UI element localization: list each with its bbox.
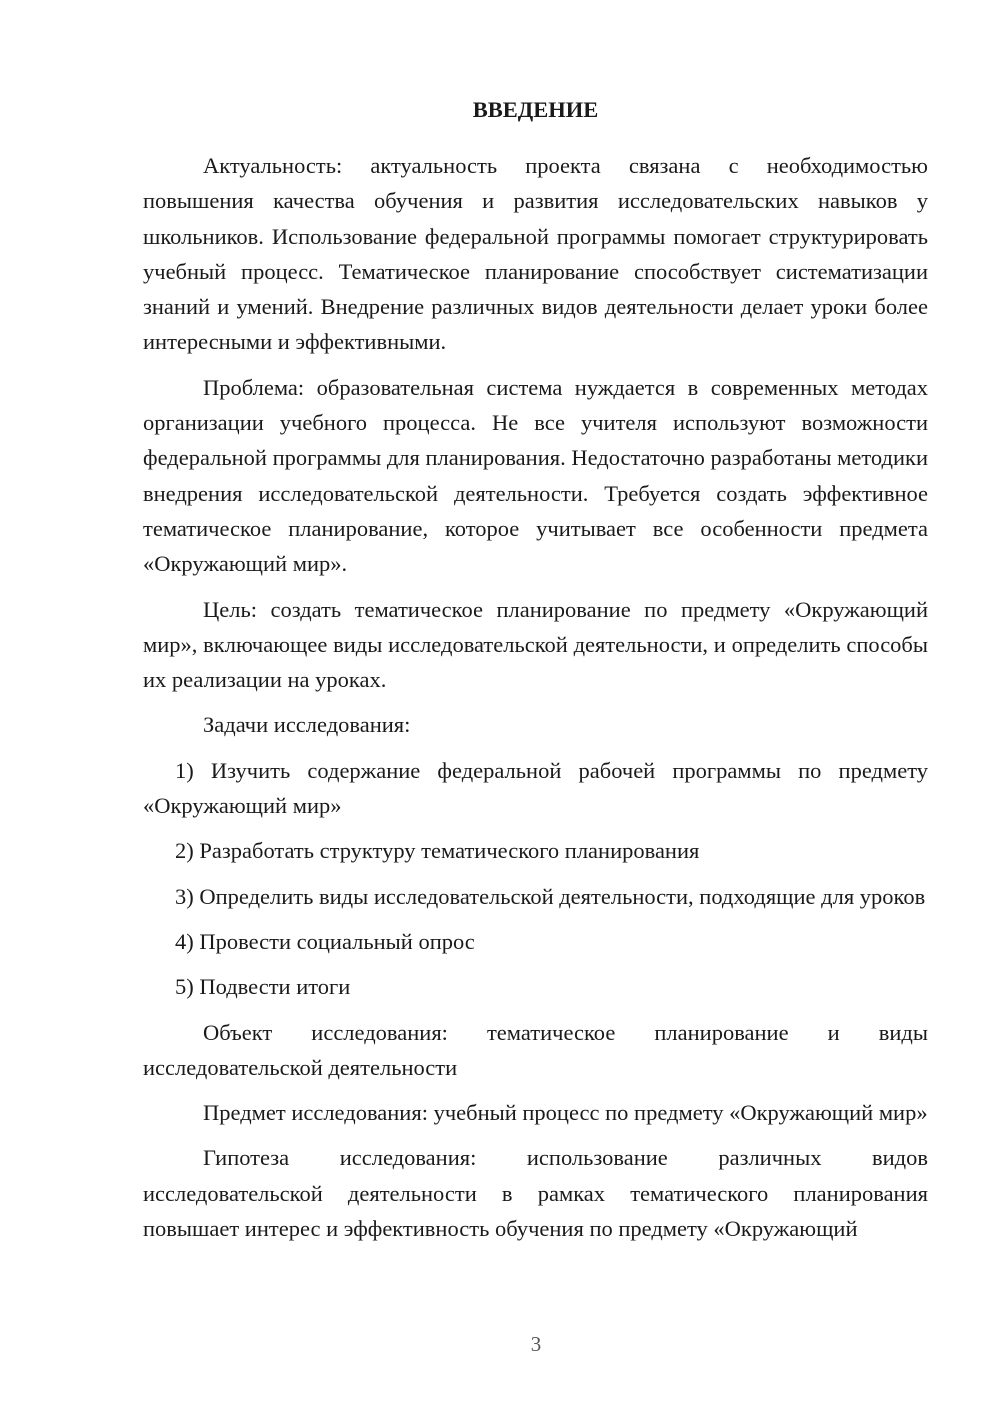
task-item: 1) Изучить содержание федеральной рабочей программы по предмету «Окружающий мир»	[143, 757, 928, 819]
task-item: 4) Провести социальный опрос	[175, 928, 475, 954]
goal-paragraph: Цель: создать тематическое планирование по предмету «Окружающий мир», включающее виды исследовательской деятельности, и определить способы их реализации на уроках.	[143, 596, 928, 693]
tasks-heading: Задачи исследования:	[203, 712, 411, 738]
subject-paragraph: Предмет исследования: учебный процесс по предмету «Окружающий мир»	[203, 1100, 928, 1126]
object-paragraph: Объект исследования: тематическое планирование и виды исследовательской деятельности	[143, 1019, 928, 1080]
document-page	[143, 92, 928, 1256]
page-number: 3	[530, 1332, 542, 1356]
problem-paragraph: Проблема: образовательная система нуждается в современных методах организации учебного процесса. Не все учителя используют возможности федеральной программы для планирования. Недостаточно разработаны методики внедрения исследовательской деятельности. Требуется создать эффективное тематическое планирование, которое учитывает все особенности предмета «Окружающий мир».	[143, 374, 928, 577]
relevance-paragraph: Актуальность: актуальность проекта связана с необходимостью повышения качества обучения и развития исследовательских навыков у школьников. Использование федеральной программы помогает структурировать учебный процесс. Тематическое планирование способствует систематизации знаний и умений. Внедрение различных видов деятельности делает уроки более интересными и эффективными.	[143, 153, 928, 355]
task-item: 3) Определить виды исследовательской деятельности, подходящие для уроков	[175, 883, 926, 909]
hypothesis-paragraph: Гипотеза исследования: использование различных видов исследовательской деятельности в рамках тематического планирования повышает интерес и эффективность обучения по предмету «Окружающий	[143, 1145, 928, 1242]
task-item: 2) Разработать структуру тематического планирования	[175, 838, 700, 864]
section-heading: ВВЕДЕНИЕ	[472, 97, 599, 122]
task-item: 5) Подвести итоги	[175, 974, 351, 1000]
